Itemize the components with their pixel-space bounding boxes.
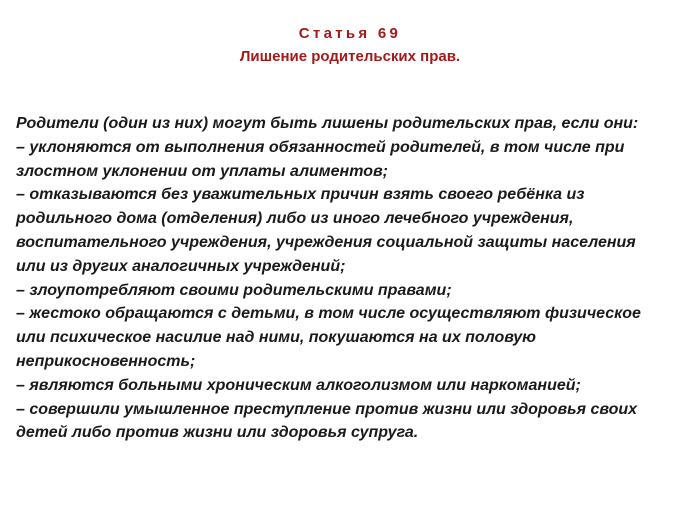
body-line: – являются больными хроническим алкоголизмом или наркоманией; [16, 376, 581, 394]
body-line: Родители (один из них) могут быть лишены родительских прав, если они: [16, 115, 639, 132]
body-line: – отказываются без уважительных причин взять своего ребёнка из [16, 186, 585, 204]
body-line: воспитательного учреждения, учреждения социальной защиты населения [16, 233, 636, 251]
body-line: – уклоняются от выполнения обязанностей родителей, в том числе при [16, 138, 625, 156]
body-line: детей либо против жизни или здоровья супруга. [16, 424, 419, 442]
body-line: неприкосновенность; [16, 352, 196, 370]
article-body [16, 112, 692, 445]
body-line: – жестоко обращаются с детьми, в том числе осуществляют физическое [16, 305, 641, 323]
body-line: или психическое насилие над ними, покушаются на их половую [16, 329, 537, 347]
body-line: злостном уклонении от уплаты алиментов; [16, 162, 388, 180]
body-line: или из других аналогичных учреждений; [16, 257, 346, 275]
article-number: Статья 69 [298, 25, 402, 42]
article-title: Лишение родительских прав. [239, 48, 461, 65]
body-line: родильного дома (отделения) либо из иного лечебного учреждения, [16, 210, 574, 228]
article-header [0, 22, 700, 68]
body-line: – совершили умышленное преступление против жизни или здоровья своих [16, 400, 638, 418]
body-line: – злоупотребляют своими родительскими правами; [16, 281, 452, 299]
